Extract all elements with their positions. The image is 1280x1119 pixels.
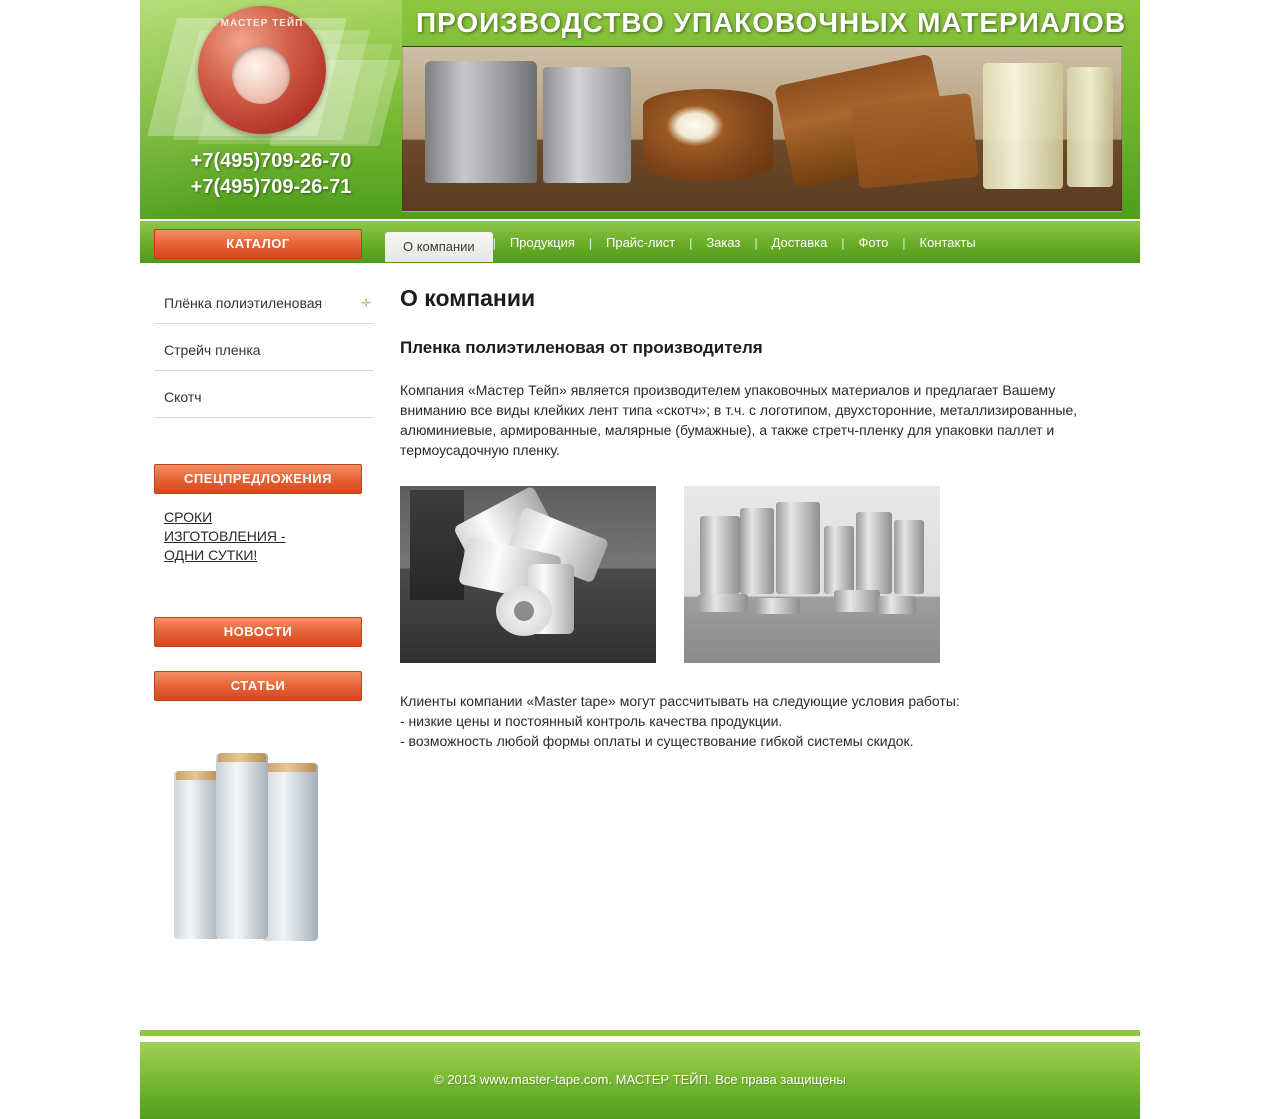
tape-roll-icon xyxy=(700,516,740,594)
clear-tape-roll-icon xyxy=(983,63,1063,189)
intro-paragraph: Компания «Мастер Тейп» является производителем упаковочных материалов и предлагает Вашему вниманию все виды клейких лент типа «скотч»; в т.ч. с логотипом, двухсторонние, металлизированные, алюминиевые, армированные, малярные (бумажные), а также стретч-пленку для упаковки паллет и термоусадочную пленку. xyxy=(400,382,1078,458)
logo-ring-icon xyxy=(232,46,290,104)
nav-separator: | xyxy=(754,236,758,250)
main-navigation xyxy=(140,219,1140,263)
conditions-block xyxy=(400,691,1100,751)
articles-button[interactable]: СТАТЬИ xyxy=(154,671,362,701)
nav-items xyxy=(385,221,990,265)
brown-tape-roll-icon xyxy=(851,93,979,189)
sidebar-item-label: Скотч xyxy=(164,389,202,405)
header-phones xyxy=(140,148,402,200)
nav-item-about[interactable]: О компании xyxy=(385,232,493,262)
special-offer-link[interactable]: СРОКИ ИЗГОТОВЛЕНИЯ - ОДНИ СУТКИ! xyxy=(164,509,286,563)
tape-disc-icon xyxy=(878,596,916,614)
sidebar-product-image xyxy=(174,753,344,953)
product-photo-film-rolls xyxy=(400,486,656,663)
main-content xyxy=(400,285,1100,751)
tape-roll-icon xyxy=(824,526,854,594)
tape-roll-icon xyxy=(740,508,774,594)
sidebar-item-polyethylene-film[interactable] xyxy=(154,289,374,324)
nav-item-delivery[interactable]: Доставка xyxy=(771,235,828,250)
film-core-icon xyxy=(218,753,266,762)
sidebar-item-scotch[interactable] xyxy=(154,383,374,418)
site-footer xyxy=(140,1040,1140,1119)
film-core-icon xyxy=(176,771,218,780)
condition-item: - низкие цены и постоянный контроль качества продукции. xyxy=(400,713,783,729)
tape-roll-icon xyxy=(425,61,537,183)
site-header xyxy=(140,0,1140,219)
footer-divider xyxy=(140,1030,1140,1036)
tape-roll-icon xyxy=(894,520,924,594)
company-logo[interactable] xyxy=(198,6,326,134)
nav-item-pricelist[interactable]: Прайс-лист xyxy=(606,235,676,250)
stretch-film-roll-icon xyxy=(262,763,318,941)
news-button[interactable]: НОВОСТИ xyxy=(154,617,362,647)
nav-item-order[interactable]: Заказ xyxy=(706,235,741,250)
header-left-panel xyxy=(140,0,402,219)
content-area xyxy=(140,263,1140,1043)
expand-plus-icon[interactable]: ✛ xyxy=(361,296,372,310)
tape-disc-icon xyxy=(756,598,800,614)
header-title: ПРОИЗВОДСТВО УПАКОВОЧНЫХ МАТЕРИАЛОВ xyxy=(415,7,1127,38)
condition-item: - возможность любой формы оплаты и существование гибкой системы скидок. xyxy=(400,733,914,749)
sidebar-item-label: Плёнка полиэтиленовая xyxy=(164,295,323,311)
site-container xyxy=(140,0,1140,1119)
footer-copyright: © 2013 www.master-tape.com. МАСТЕР ТЕЙП. Все права защищены xyxy=(434,1072,846,1087)
sidebar-item-stretch-film[interactable] xyxy=(154,336,374,371)
tape-disc-icon xyxy=(698,594,748,612)
tape-roll-icon xyxy=(543,67,631,183)
sidebar-item-label: Стрейч пленка xyxy=(164,342,261,358)
logo-text: МАСТЕР ТЕЙП xyxy=(220,18,304,29)
nav-separator: | xyxy=(841,236,845,250)
stretch-film-roll-icon xyxy=(174,771,220,939)
product-image-row xyxy=(400,486,1100,663)
film-roll-end-icon xyxy=(496,586,552,636)
special-offers-button[interactable]: СПЕЦПРЕДЛОЖЕНИЯ xyxy=(154,464,362,494)
catalog-button[interactable]: КАТАЛОГ xyxy=(154,229,362,259)
nav-separator: | xyxy=(689,236,693,250)
page-subtitle: Пленка полиэтиленовая от производителя xyxy=(400,338,763,357)
tape-roll-icon xyxy=(856,512,892,594)
clear-tape-roll-icon xyxy=(1067,67,1113,187)
film-core-icon xyxy=(264,763,316,772)
stretch-film-roll-icon xyxy=(216,753,268,939)
tape-roll-icon xyxy=(776,502,820,594)
nav-item-contacts[interactable]: Контакты xyxy=(919,235,976,250)
nav-separator: | xyxy=(902,236,906,250)
product-photo-tape-rolls xyxy=(684,486,940,663)
sidebar xyxy=(154,289,374,953)
tape-disc-icon xyxy=(834,590,880,612)
brown-tape-roll-icon xyxy=(643,89,773,181)
nav-separator: | xyxy=(588,236,592,250)
background-door-shape xyxy=(410,490,464,600)
nav-separator: | xyxy=(492,236,496,250)
nav-item-photo[interactable]: Фото xyxy=(858,235,889,250)
conditions-intro: Клиенты компании «Master tape» могут рассчитывать на следующие условия работы: xyxy=(400,693,960,709)
nav-item-products[interactable]: Продукция xyxy=(509,235,575,250)
header-banner-image xyxy=(402,46,1122,212)
page-title: О компании xyxy=(400,285,536,311)
phone-secondary: +7(495)709-26-71 xyxy=(190,176,352,198)
phone-primary: +7(495)709-26-70 xyxy=(190,150,352,172)
